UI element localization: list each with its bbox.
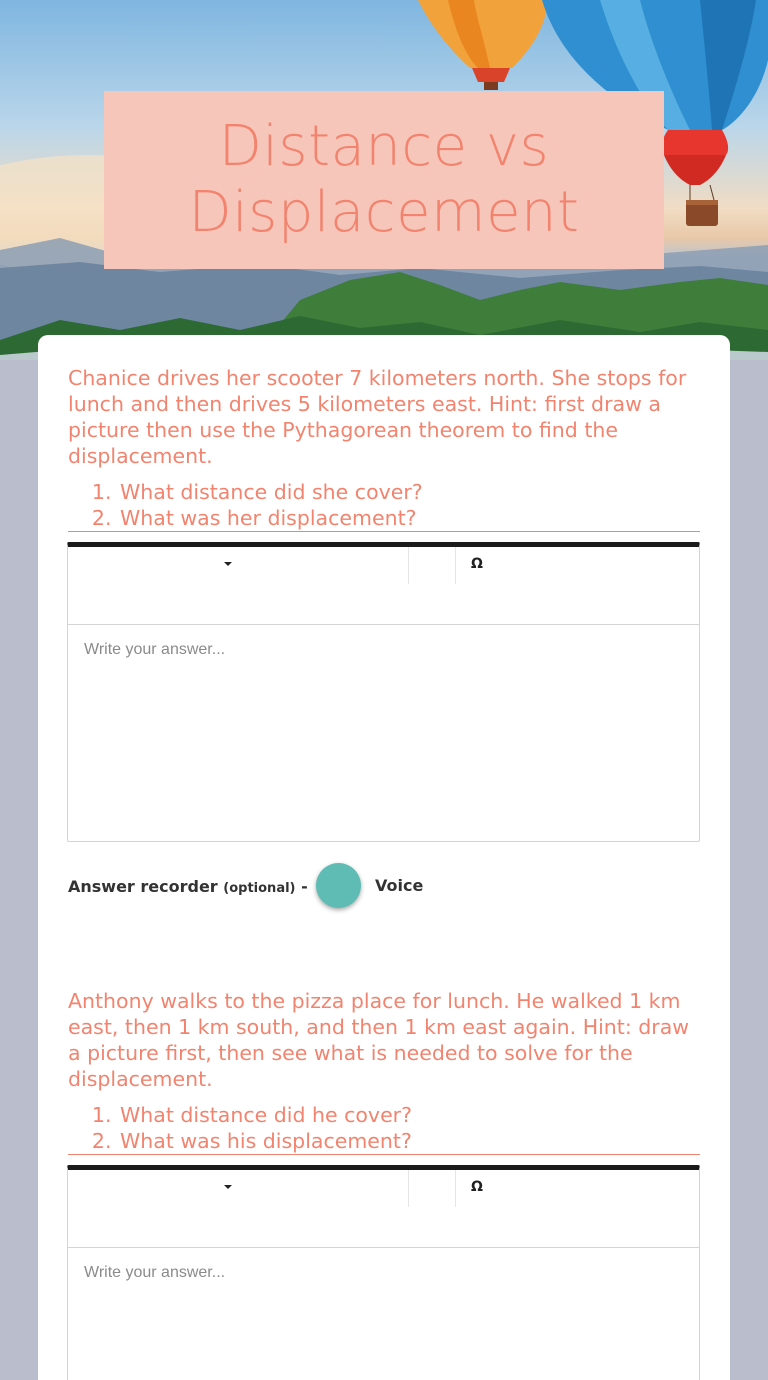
- recorder-optional: (optional): [223, 881, 296, 896]
- voice-record-button[interactable]: [316, 863, 361, 908]
- voice-label: Voice: [375, 876, 424, 895]
- answer-editor-1: [67, 542, 700, 842]
- question-1-text: Chanice drives her scooter 7 kilometers north. She stops for lunch and then drives 5 kilometers east. Hint: first draw a picture then use the Pythagorean theorem to find the displacement.: [68, 366, 687, 468]
- recorder-label-text: Answer recorder: [68, 877, 218, 896]
- question-2-list: [68, 1102, 700, 1154]
- question-2-item-1: 1. What distance did he cover?: [118, 1102, 700, 1128]
- question-1-divider: [68, 531, 700, 532]
- question-2: [68, 988, 700, 1154]
- editor-toolbar-2: [68, 1170, 699, 1248]
- toolbar-spacer: [409, 547, 456, 584]
- caret-down-icon: [224, 1185, 232, 1189]
- question-1: [68, 365, 700, 531]
- special-characters-button[interactable]: Ω: [471, 556, 483, 572]
- title-box: [104, 91, 664, 269]
- editor-toolbar-1: [68, 547, 699, 625]
- recorder-label: [68, 877, 308, 896]
- caret-down-icon: [224, 562, 232, 566]
- recorder-dash: -: [301, 877, 308, 896]
- question-2-divider: [68, 1154, 700, 1155]
- question-2-item-2: 2. What was his displacement?: [118, 1128, 700, 1154]
- format-dropdown[interactable]: [68, 1170, 409, 1207]
- format-dropdown[interactable]: [68, 547, 409, 584]
- special-characters-button[interactable]: Ω: [471, 1179, 483, 1195]
- question-1-item-2: 2. What was her displacement?: [118, 505, 700, 531]
- toolbar-spacer: [409, 1170, 456, 1207]
- question-1-list: [68, 479, 700, 531]
- worksheet-card: [38, 335, 730, 1380]
- page-title: [189, 114, 580, 246]
- answer-editor-2: [67, 1165, 700, 1380]
- answer-input-1[interactable]: [68, 625, 699, 840]
- title-line-1: Distance vs: [218, 114, 550, 179]
- answer-input-2[interactable]: [68, 1248, 699, 1380]
- title-line-2: Displacement: [188, 180, 580, 245]
- question-2-text: Anthony walks to the pizza place for lunch. He walked 1 km east, then 1 km south, and then 1 km east again. Hint: draw a picture first, then see what is needed to solve for the displacement.: [68, 989, 690, 1091]
- answer-recorder: [68, 863, 568, 913]
- question-1-item-1: 1. What distance did she cover?: [118, 479, 700, 505]
